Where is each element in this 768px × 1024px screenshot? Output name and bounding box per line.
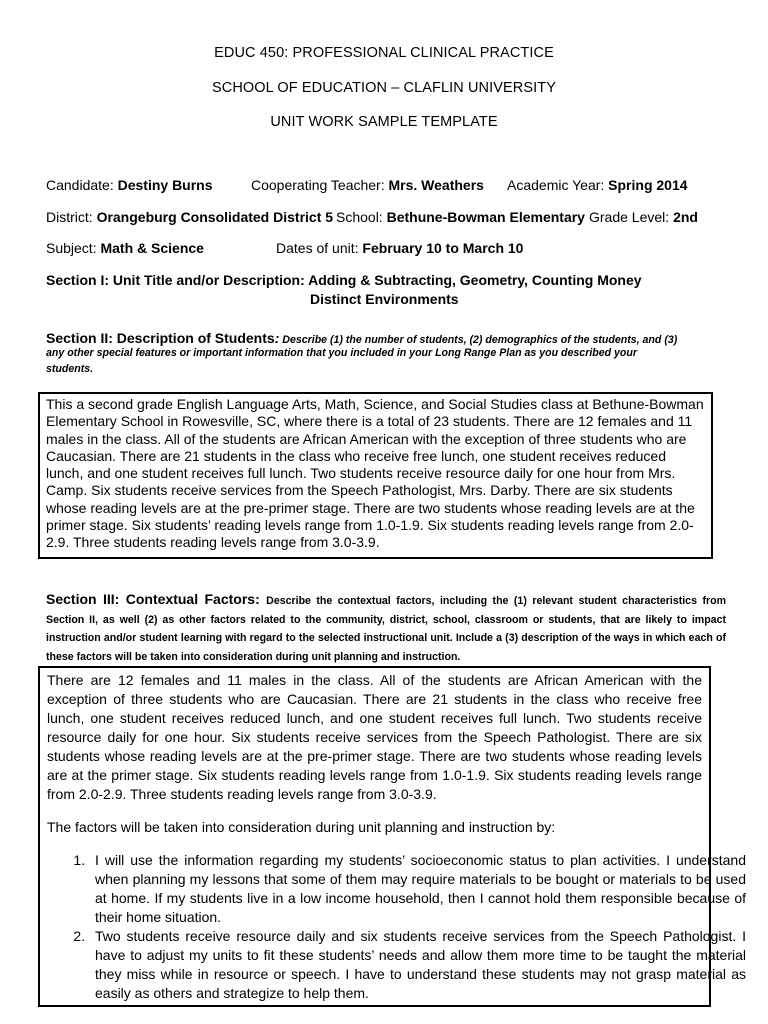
- section2-colon: :: [274, 330, 280, 346]
- grade-value: 2nd: [673, 209, 698, 225]
- list-item: 2. Two students receive resource daily and six students receive services from the Speech Pathologist. I have to adjust my units to fit these students’ needs and allow them more time to be taught the material they miss while in resource or speech. I have to understand these students may not grasp material as easily as others and strategize to help them.: [89, 927, 746, 1003]
- section2-instructions-3: students.: [46, 362, 94, 375]
- section2-instructions: [46, 346, 716, 377]
- school-field: [336, 209, 585, 225]
- list-item: 1. I will use the information regarding my students’ socioeconomic status to plan activities. I understand when planning my lessons that some of them may require materials to be bought or materials to be used at home. If my students live in a low income household, then I cannot hold them responsible because of their home situation.: [89, 851, 746, 927]
- section3-title: Section III: Contextual Factors:: [46, 591, 267, 607]
- district-value: Orangeburg Consolidated District 5: [96, 209, 334, 225]
- template-title: UNIT WORK SAMPLE TEMPLATE: [270, 114, 498, 130]
- school-value: Bethune-Bowman Elementary: [386, 209, 585, 225]
- district-label: District:: [46, 209, 97, 225]
- dates-label: Dates of unit:: [276, 240, 363, 256]
- section3-heading: [46, 590, 726, 666]
- district-field: [46, 209, 333, 225]
- subject-label: Subject:: [46, 240, 101, 256]
- dates-field: [276, 240, 523, 256]
- dates-value: February 10 to March 10: [362, 240, 524, 256]
- teacher-field: [251, 177, 484, 193]
- section2-answer-box: [38, 392, 713, 559]
- factors-intro: The factors will be taken into consideration during unit planning and instruction by:: [47, 819, 556, 835]
- section3-instructions: Describe the contextual factors, including the (1) relevant student characteristics from Section II, as well (2) as other factors related to the community, district, school, classroom or students, that are likely to impact instruction and/or student learning with regard to the selected instructional unit. Include a (3) description of the ways in which each of these factors will be taken into consideration during unit planning and instruction.: [46, 595, 726, 663]
- section1-title: Section I: Unit Title and/or Description: Adding & Subtracting, Geometry, Counting Money: [46, 272, 642, 288]
- subject-value: Math & Science: [100, 240, 204, 256]
- grade-label: Grade Level:: [589, 209, 674, 225]
- candidate-value: Destiny Burns: [117, 177, 213, 193]
- section3-body: There are 12 females and 11 males in the class. All of the students are African American with the exception of three students who are Caucasian. There are 21 students in the class who receive free lunch, one student receives reduced lunch, and one student receives full lunch. Two students receive resource daily for one hour. Six students receive services from the Speech Pathologist. There are six students whose reading levels are at the pre-primer stage. There are two students whose reading levels are at the primer stage. Six students reading levels range from 1.0-1.9. Six students reading levels range from 2.0-2.9. Three students reading levels range from 3.0-3.9.: [47, 672, 702, 802]
- section2-heading: [46, 330, 677, 346]
- school-title: SCHOOL OF EDUCATION – CLAFLIN UNIVERSITY: [212, 80, 556, 96]
- candidate-label: Candidate:: [46, 177, 118, 193]
- course-title: EDUC 450: PROFESSIONAL CLINICAL PRACTICE: [214, 45, 554, 61]
- section2-instructions-1: Describe (1) the number of students, (2) demographics of the students, and (3): [279, 334, 678, 346]
- year-value: Spring 2014: [608, 177, 688, 193]
- section3-answer-box: [38, 666, 746, 1007]
- subject-field: [46, 240, 204, 256]
- section2-instructions-2: any other special features or important information that you included in your Long Range Plan as you described your: [46, 347, 637, 359]
- candidate-field: [46, 177, 213, 193]
- section1-title-line2: Distinct Environments: [310, 291, 459, 307]
- year-label: Academic Year:: [507, 177, 609, 193]
- grade-field: [589, 209, 698, 225]
- section2-title: Section II: Description of Students: [46, 330, 275, 346]
- teacher-label: Cooperating Teacher:: [251, 177, 389, 193]
- year-field: [507, 177, 688, 193]
- school-label: School:: [336, 209, 387, 225]
- teacher-value: Mrs. Weathers: [388, 177, 484, 193]
- section2-body: This a second grade English Language Arts, Math, Science, and Social Studies class at Bethune-Bowman Elementary School in Rowesville, SC, where there is a total of 23 students. There are 12 females and 11 males in the class. All of the students are African American with the exception of three students who are Caucasian. There are 21 students in the class who receive free lunch, one student receives reduced lunch, and one student receives full lunch. Two students receive resource daily for one hour from Mrs. Camp. Six students receive services from the Speech Pathologist, Mrs. Darby. There are six students whose reading levels are at the pre-primer stage. There are two students whose reading levels are at the primer stage. Six students’ reading levels range from 1.0-1.9. Six students reading levels range from 2.0-2.9. Three students reading levels range from 3.0-3.9.: [46, 396, 704, 551]
- factors-list: [47, 851, 746, 1003]
